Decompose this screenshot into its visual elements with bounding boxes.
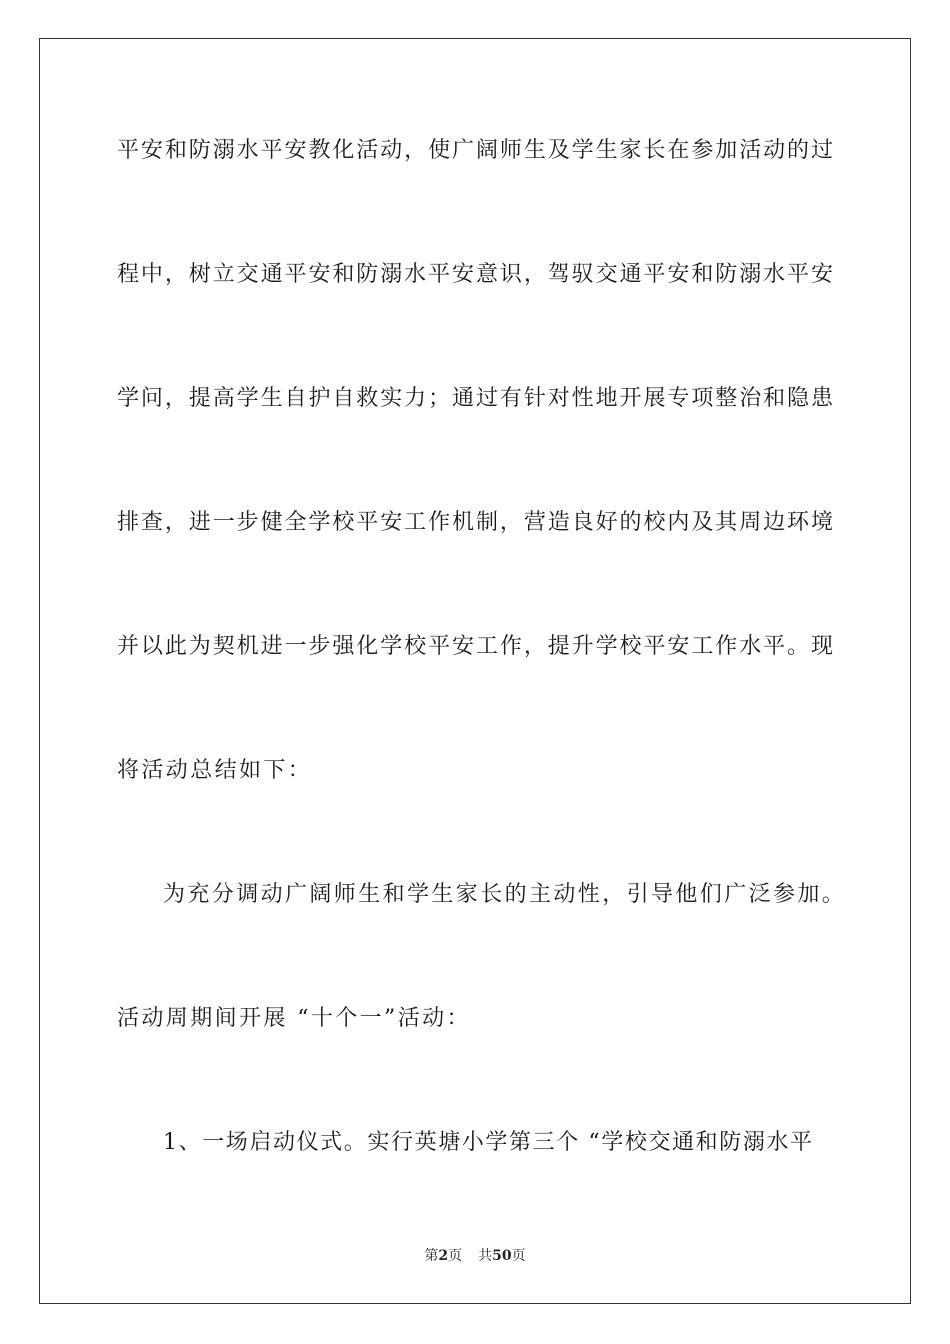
footer-total-prefix: 共	[478, 1248, 493, 1264]
body-line-1: 平安和防溺水平安教化活动，使广阔师生及学生家长在参加活动的过	[117, 138, 833, 163]
body-line-3: 学问，提高学生自护自救实力；通过有针对性地开展专项整治和隐患	[117, 386, 833, 411]
body-line-4: 排查，进一步健全学校平安工作机制，营造良好的校内及其周边环境	[117, 510, 833, 535]
page-frame	[39, 38, 911, 1304]
body-line-6: 将活动总结如下：	[117, 758, 313, 783]
footer-total-suffix: 页	[511, 1248, 526, 1264]
body-line-5: 并以此为契机进一步强化学校平安工作，提升学校平安工作水平。现	[117, 634, 833, 659]
body-paragraph-line-1: 为充分调动广阔师生和学生家长的主动性，引导他们广泛参加。	[163, 882, 847, 907]
footer-total-pages: 50	[492, 1248, 512, 1264]
list-item-1: 1、一场启动仪式。实行英塘小学第三个 “学校交通和防溺水平	[163, 1130, 814, 1155]
body-line-2: 程中，树立交通平安和防溺水平安意识，驾驭交通平安和防溺水平安	[117, 262, 833, 287]
footer-page-prefix: 第	[424, 1248, 439, 1264]
body-line-8: 活动周期间开展 “十个一”活动：	[117, 1006, 471, 1031]
page-footer	[0, 1246, 950, 1266]
footer-page-number: 2	[438, 1248, 449, 1264]
footer-page-suffix: 页	[448, 1248, 463, 1264]
